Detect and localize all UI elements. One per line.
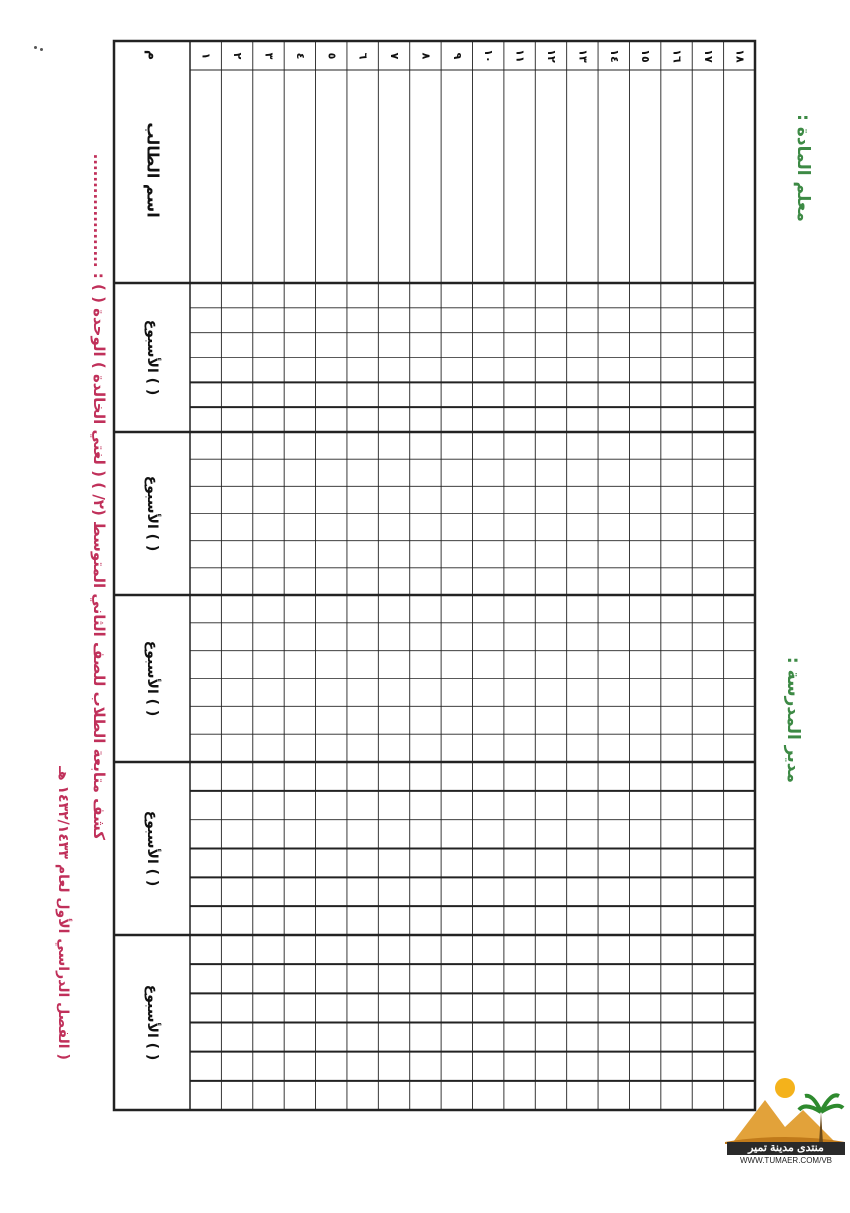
week-label: الأسبوع ( ) <box>144 319 160 396</box>
row-number: ١٥ <box>639 49 653 63</box>
logo-url: WWW.TUMAER.COM/VB <box>740 1156 832 1165</box>
principal-signature-label: مدير المدرسة : <box>783 656 803 784</box>
grid-border <box>114 41 755 1110</box>
row-number: ٤ <box>293 52 307 60</box>
week-label: الأسبوع ( ) <box>144 640 160 717</box>
week-label: الأسبوع ( ) <box>144 475 160 552</box>
sun-icon <box>775 1078 795 1098</box>
row-number: ١١ <box>513 49 527 63</box>
week-label: الأسبوع ( ) <box>144 810 160 887</box>
row-number: ١٣ <box>576 49 590 63</box>
logo-text: منتدى مدينة تمير <box>727 1142 845 1155</box>
row-number: ١٤ <box>607 49 621 63</box>
palm-tree-icon <box>799 1095 843 1112</box>
row-number: ٩ <box>450 52 464 60</box>
row-number: ١٨ <box>733 49 747 63</box>
number-column-label: م <box>144 49 160 61</box>
row-number: ١٧ <box>701 49 715 63</box>
row-number: ٥ <box>325 52 339 60</box>
row-number: ١٢ <box>544 49 558 63</box>
row-number: ١٦ <box>670 49 684 63</box>
row-number: ١٠ <box>482 49 496 63</box>
page-subtitle: ( الفصل الدراسي الأول لعام ١٤٣٢/١٤٣٣ هـ <box>55 766 71 1060</box>
row-number: ١ <box>199 52 213 60</box>
row-number: ٦ <box>356 52 370 60</box>
week-label: الأسبوع ( ) <box>144 984 160 1061</box>
teacher-signature-label: معلم المادة : <box>793 114 813 222</box>
row-number: ٨ <box>419 52 433 60</box>
row-number: ٣ <box>262 52 276 60</box>
row-number: ٢ <box>231 52 245 60</box>
row-number: ٧ <box>388 52 402 60</box>
page-title: كشف متابعة الطلاب للصف الثاني المتوسط (٢/ ) ( لغتي الخالدة ) الوحدة ( ) : .................... <box>90 153 108 840</box>
student-name-column-label: اسم الطالب <box>143 122 163 218</box>
